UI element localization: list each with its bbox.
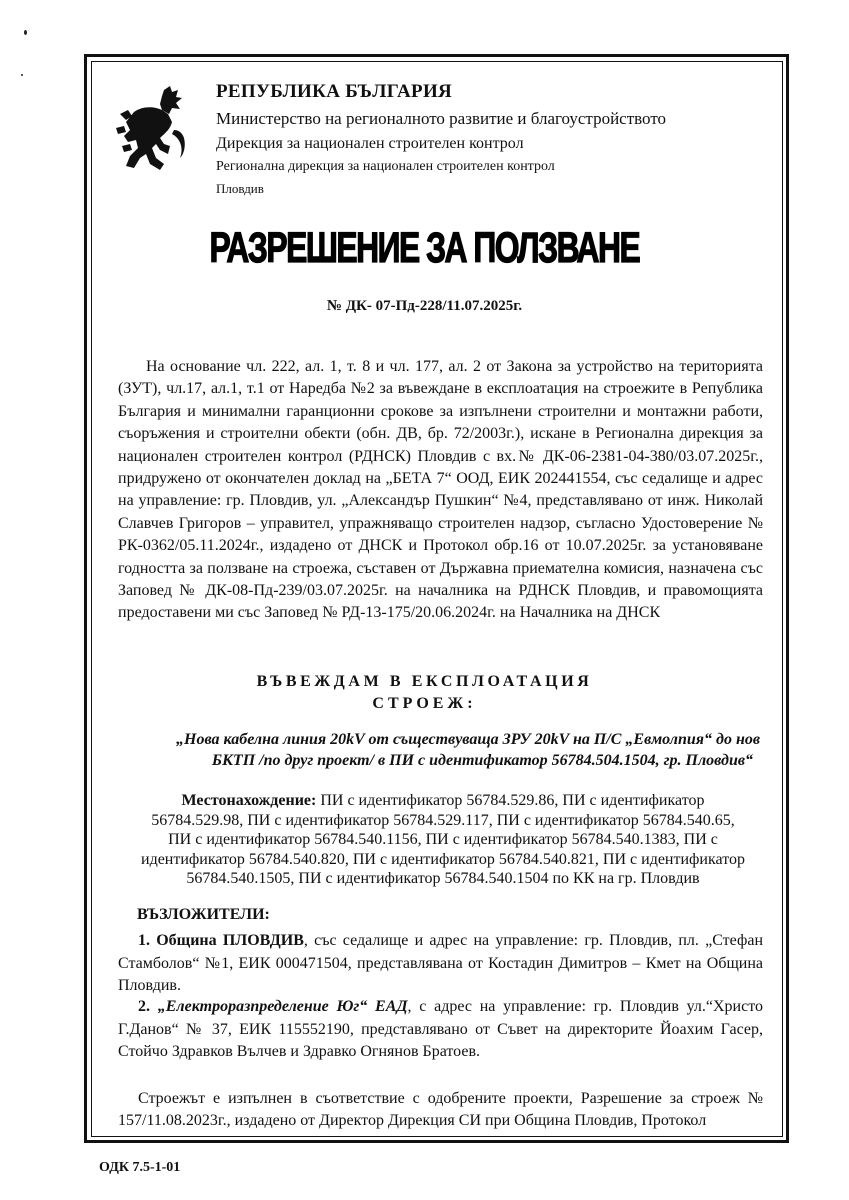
location-label: Местонахождение:: [181, 792, 317, 809]
assignor-1: [118, 930, 763, 998]
object-label: СТРОЕЖ:: [372, 695, 477, 712]
project-title-line-2: БКТП /по друг проект/ в ПИ с идентификатор 56784.504.1504, гр. Пловдив“: [211, 752, 753, 769]
assignor-2-name: „Електроразпределение Юг“ ЕАД: [157, 998, 408, 1015]
document-header: [112, 78, 752, 198]
footer-document-code: ОДК 7.5-1-01: [99, 1160, 181, 1175]
assignor-1-name: 1. Община ПЛОВДИВ: [138, 932, 304, 949]
final-paragraph: Строежът е изпълнен в съответствие с одобрените проекти, Разрешение за строеж № 157/11.08.2023г., издадено от Директор Дирекция СИ при Община Пловдив, Протокол: [118, 1090, 763, 1130]
assignor-2-number: 2.: [138, 998, 158, 1015]
document-number: № ДК- 07-Пд-228/11.07.2025г.: [326, 298, 523, 314]
action-heading: ВЪВЕЖДАМ В ЕКСПЛОАТАЦИЯ: [256, 673, 593, 690]
header-city: Пловдив: [216, 181, 264, 196]
project-title: [118, 729, 763, 771]
document-title: РАЗРЕШЕНИЕ ЗА ПОЛЗВАНЕ: [209, 224, 640, 272]
header-directorate: Дирекция за национален строителен контрол: [216, 135, 524, 152]
lion-coat-of-arms-icon: [112, 84, 188, 176]
header-ministry: Министерство на регионалното развитие и благоустройството: [216, 109, 667, 128]
legal-basis-paragraph: На основание чл. 222, ал. 1, т. 8 и чл. 177, ал. 2 от Закона за устройство на територията (ЗУТ), чл.17, ал.1, т.1 от Наредба №2 за въвеждане в експлоатация на строежите в Република България и минимални гаранционни срокове за изпълнени строителни и монтажни работи, съоръжения и строителни обекти (обн. ДВ, бр. 72/2003г.), искане в Регионална дирекция за национален строителен контрол (РДНСК) Пловдив с вх.№ ДК-06-2381-04-380/03.07.2025г., придружено от окончателен доклад на „БЕТА 7“ ООД, ЕИК 202441554, със седалище и адрес на управление: гр. Пловдив, ул. „Александър Пушкин“ №4, представлявано от инж. Николай Славчев Григоров – управител, упражняващо строителен надзор, съгласно Удостоверение № РК-0362/05.11.2024г., издадено от ДНСК и Протокол обр.16 от 10.07.2025г. за установяване годността за ползване на строежа, съставен от Държавна приемателна комисия, назначена със Заповед № ДК-08-Пд-239/03.07.2025г. на началника на РДНСК Пловдив, и правомощията предоставени ми със Заповед № РД-13-175/20.06.2024г. на Началника на ДНСК: [118, 358, 763, 622]
assignors-title: ВЪЗЛОЖИТЕЛИ:: [137, 906, 270, 923]
assignor-2: [118, 996, 763, 1064]
location-line-3: ПИ с идентификатор 56784.540.1156, ПИ с идентификатор 56784.540.1383, ПИ с: [168, 831, 718, 848]
location-line-2: 56784.529.98, ПИ с идентификатор 56784.529.117, ПИ с идентификатор 56784.540.65,: [151, 811, 735, 829]
project-title-line-1: „Нова кабелна линия 20kV от съществуваща ЗРУ 20kV на П/С „Евмолпия“ до нов: [176, 731, 760, 748]
location-line-5: 56784.540.1505, ПИ с идентификатор 56784.540.1504 по КК на гр. Пловдив: [186, 870, 700, 887]
location-line-4: идентификатор 56784.540.820, ПИ с идентификатор 56784.540.821, ПИ с идентификатор: [141, 850, 745, 868]
header-republic: РЕПУБЛИКА БЪЛГАРИЯ: [216, 81, 453, 102]
location-block: [118, 791, 768, 889]
assignor-1-details: , със седалище и адрес на управление: гр. Пловдив, пл. „Стефан Стамболов“ №1, ЕИК 000471504, представлявана от Костадин Димитров – Кмет на Община Пловдив.: [118, 932, 763, 994]
location-line-1: ПИ с идентификатор 56784.529.86, ПИ с идентификатор: [316, 792, 705, 809]
header-regional-directorate: Регионална дирекция за национален строителен контрол: [216, 159, 555, 174]
assignor-2-details: , с адрес на управление: гр. Пловдив ул.“Христо Г.Данов“ № 37, ЕИК 115552190, представлявано от Съвет на директорите Йоахим Гасер, Стойчо Здравков Вълчев и Здравко Огнянов Братоев.: [118, 998, 764, 1060]
